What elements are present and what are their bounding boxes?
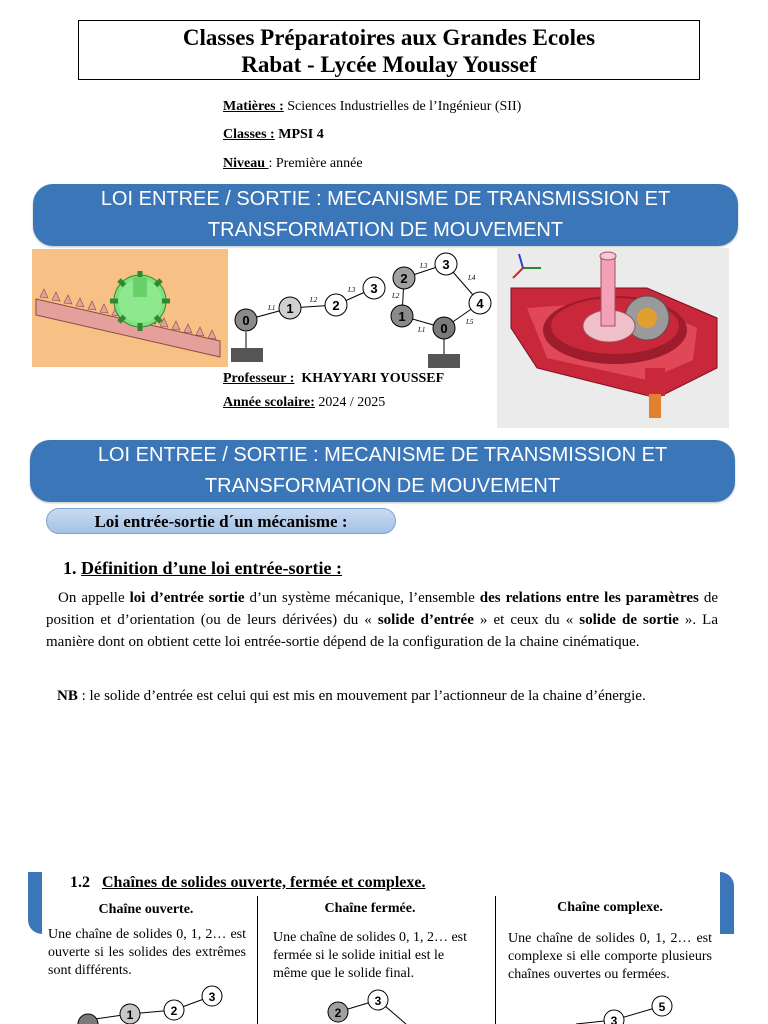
meta-classes: Classes : MPSI 4 xyxy=(223,127,324,142)
title-banner-top: LOI ENTREE / SORTIE : MECANISME DE TRANSMISSION ET TRANSFORMATION DE MOUVEMENT xyxy=(33,184,738,246)
node-0: 0 xyxy=(242,313,250,328)
institution-title xyxy=(78,20,700,80)
closed-chain-diagram xyxy=(388,248,496,370)
meta-professeur: Professeur : KHAYYARI YOUSSEF xyxy=(223,371,445,386)
node-3: 3 xyxy=(442,257,450,272)
title-line-1: Classes Préparatoires aux Grandes Ecoles xyxy=(182,25,596,50)
pinion-gear xyxy=(110,271,170,331)
closed-chain-mini-diagram xyxy=(320,984,410,1024)
section-pill-heading: Loi entrée-sortie d´un mécanisme : xyxy=(46,508,396,534)
open-chain-mini-diagram xyxy=(60,980,240,1024)
link-label-l1: L1 xyxy=(418,326,426,334)
node-2: 2 xyxy=(334,1006,342,1020)
node-2: 2 xyxy=(332,298,340,313)
open-chain-diagram xyxy=(228,268,388,366)
node-5: 5 xyxy=(658,1000,666,1014)
nb-paragraph: NB : le solide d’entrée est celui qui est mis en mouvement par l’actionneur de la chaine d’énergie. xyxy=(57,688,646,704)
node-0: 0 xyxy=(440,321,448,336)
meta-niveau: Niveau : Première année xyxy=(223,156,363,171)
node-1: 1 xyxy=(126,1008,134,1022)
meta-matieres: Matières : Sciences Industrielles de l’Ingénieur (SII) xyxy=(223,99,522,114)
link-label-l1: L1 xyxy=(268,304,276,312)
closed-chain-text: Une chaîne de solides 0, 1, 2… est fermée si le solide initial est le même que le solide final. xyxy=(273,930,468,981)
node-1: 1 xyxy=(286,301,294,316)
rack-pinion-illustration xyxy=(32,249,228,367)
title-banner-main: LOI ENTREE / SORTIE : MECANISME DE TRANSMISSION ET TRANSFORMATION DE MOUVEMENT xyxy=(30,440,735,502)
complex-chain-title: Chaîne complexe. xyxy=(557,900,663,915)
node-2: 2 xyxy=(400,271,408,286)
node-2: 2 xyxy=(170,1004,178,1018)
link-label-l3: L3 xyxy=(420,262,428,270)
column-divider-1 xyxy=(257,896,258,1024)
open-chain-text: Une chaîne de solides 0, 1, 2… est ouverte si les solides des extrêmes sont différents. xyxy=(48,927,246,978)
node-4: 4 xyxy=(476,296,484,311)
complex-chain-mini-diagram xyxy=(560,990,680,1024)
link-label-l3: L3 xyxy=(348,286,356,294)
meta-annee: Année scolaire: 2024 / 2025 xyxy=(223,395,386,410)
heading-definition: 1. Définition d’une loi entrée-sortie : xyxy=(63,558,342,578)
link-label-l2: L2 xyxy=(392,292,400,300)
heading-chains: 1.2 Chaînes de solides ouverte, fermée et complexe. xyxy=(70,874,426,891)
frame-accent-right xyxy=(720,872,734,934)
node-1: 1 xyxy=(398,309,406,324)
column-divider-2 xyxy=(495,896,496,1024)
complex-chain-text: Une chaîne de solides 0, 1, 2… est complexe si elle comporte plusieurs chaînes ouvertes ou fermées. xyxy=(508,931,712,982)
gearbox-illustration xyxy=(497,248,729,428)
link-label-l4: L4 xyxy=(468,274,476,282)
title-line-2: Rabat - Lycée Moulay Youssef xyxy=(241,52,537,77)
node-3: 3 xyxy=(610,1014,618,1024)
open-chain-title: Chaîne ouverte. xyxy=(98,902,194,917)
link-label-l2: L2 xyxy=(310,296,318,304)
closed-chain-title: Chaîne fermée. xyxy=(324,901,416,916)
node-3: 3 xyxy=(370,281,378,296)
definition-paragraph: On appelle loi d’entrée sortie d’un système mécanique, l’ensemble des relations entre les paramètres de position et d’orientation (ou de leurs dérivées) du « solide d’entrée » et ceux du « solide de sortie ». La manière dont on obtient cette loi entrée-sortie dépend de la configuration de la chaine cinématique. xyxy=(46,590,719,650)
link-label-l5: L5 xyxy=(466,318,474,326)
frame-accent-left xyxy=(28,872,42,934)
node-3: 3 xyxy=(208,990,216,1004)
node-3: 3 xyxy=(374,994,382,1008)
